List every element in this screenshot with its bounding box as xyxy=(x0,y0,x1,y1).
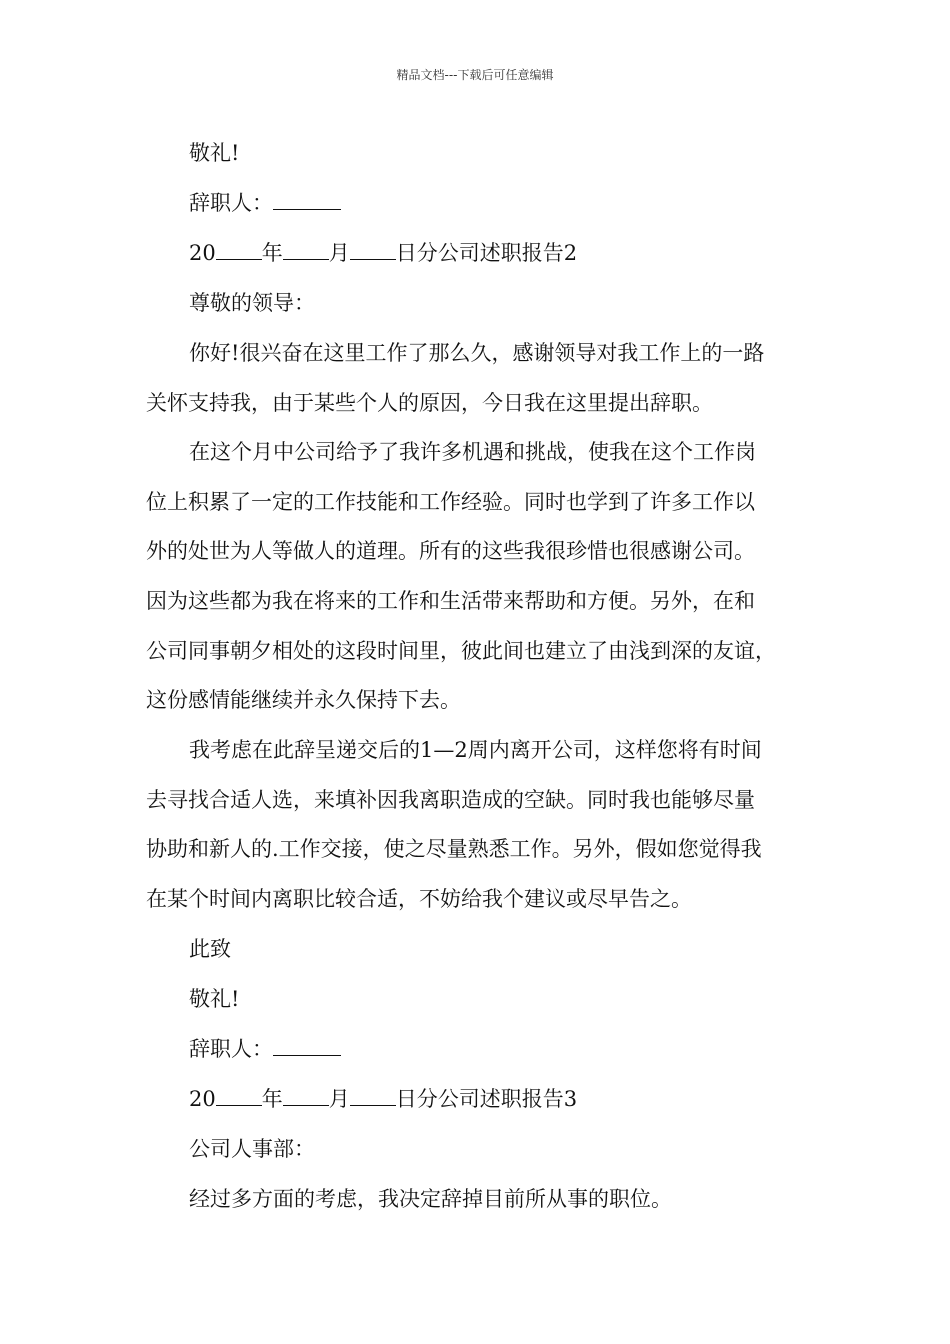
page-header: 精品文档---下载后可任意编辑 xyxy=(396,68,554,82)
year-label: 年 xyxy=(261,1087,283,1111)
salutation-closing: 敬礼! xyxy=(189,987,240,1011)
paragraph-line: 位上积累了一定的工作技能和工作经验。同时也学到了许多工作以 xyxy=(146,490,755,514)
year-prefix: 20 xyxy=(189,241,216,265)
signature-blank xyxy=(273,1035,341,1056)
year-blank xyxy=(216,1085,262,1106)
paragraph-line: 因为这些都为我在将来的工作和生活带来帮助和方便。另外，在和 xyxy=(146,589,755,613)
closing-phrase: 此致 xyxy=(189,937,231,961)
paragraph-line: 在这个月中公司给予了我许多机遇和挑战，使我在这个工作岗 xyxy=(189,440,756,464)
title-text: 日分公司述职报告3 xyxy=(395,1087,578,1111)
paragraph-line: 外的处世为人等做人的道理。所有的这些我很珍惜也很感谢公司。 xyxy=(146,539,755,563)
recipient: 公司人事部： xyxy=(189,1137,315,1161)
report-title-3 xyxy=(189,1085,577,1113)
year-label: 年 xyxy=(261,241,283,265)
report-title-2 xyxy=(189,239,577,267)
signature-label: 辞职人： xyxy=(189,1037,273,1061)
day-blank xyxy=(350,239,396,260)
salutation-closing: 敬礼! xyxy=(189,141,240,165)
signature-line xyxy=(189,189,341,217)
day-blank xyxy=(350,1085,396,1106)
title-text: 日分公司述职报告2 xyxy=(395,241,578,265)
month-label: 月 xyxy=(328,1087,350,1111)
paragraph-line: 协助和新人的.工作交接，使之尽量熟悉工作。另外，假如您觉得我 xyxy=(146,837,762,861)
year-blank xyxy=(216,239,262,260)
paragraph-line: 公司同事朝夕相处的这段时间里，彼此间也建立了由浅到深的友谊， xyxy=(146,639,776,663)
signature-blank xyxy=(273,189,341,210)
paragraph-line: 去寻找合适人选，来填补因我离职造成的空缺。同时我也能够尽量 xyxy=(146,788,755,812)
month-blank xyxy=(283,1085,329,1106)
year-prefix: 20 xyxy=(189,1087,216,1111)
signature-line xyxy=(189,1035,341,1063)
paragraph-line: 这份感情能继续并永久保持下去。 xyxy=(146,688,461,712)
paragraph-line: 在某个时间内离职比较合适，不妨给我个建议或尽早告之。 xyxy=(146,887,692,911)
month-blank xyxy=(283,239,329,260)
signature-label: 辞职人： xyxy=(189,191,273,215)
paragraph-line: 关怀支持我，由于某些个人的原因，今日我在这里提出辞职。 xyxy=(146,391,713,415)
paragraph-line: 你好!很兴奋在这里工作了那么久，感谢领导对我工作上的一路 xyxy=(189,341,765,365)
paragraph-line: 经过多方面的考虑，我决定辞掉目前所从事的职位。 xyxy=(189,1187,672,1211)
greeting: 尊敬的领导： xyxy=(189,291,315,315)
paragraph-line: 我考虑在此辞呈递交后的1—2周内离开公司，这样您将有时间 xyxy=(189,738,762,762)
month-label: 月 xyxy=(328,241,350,265)
